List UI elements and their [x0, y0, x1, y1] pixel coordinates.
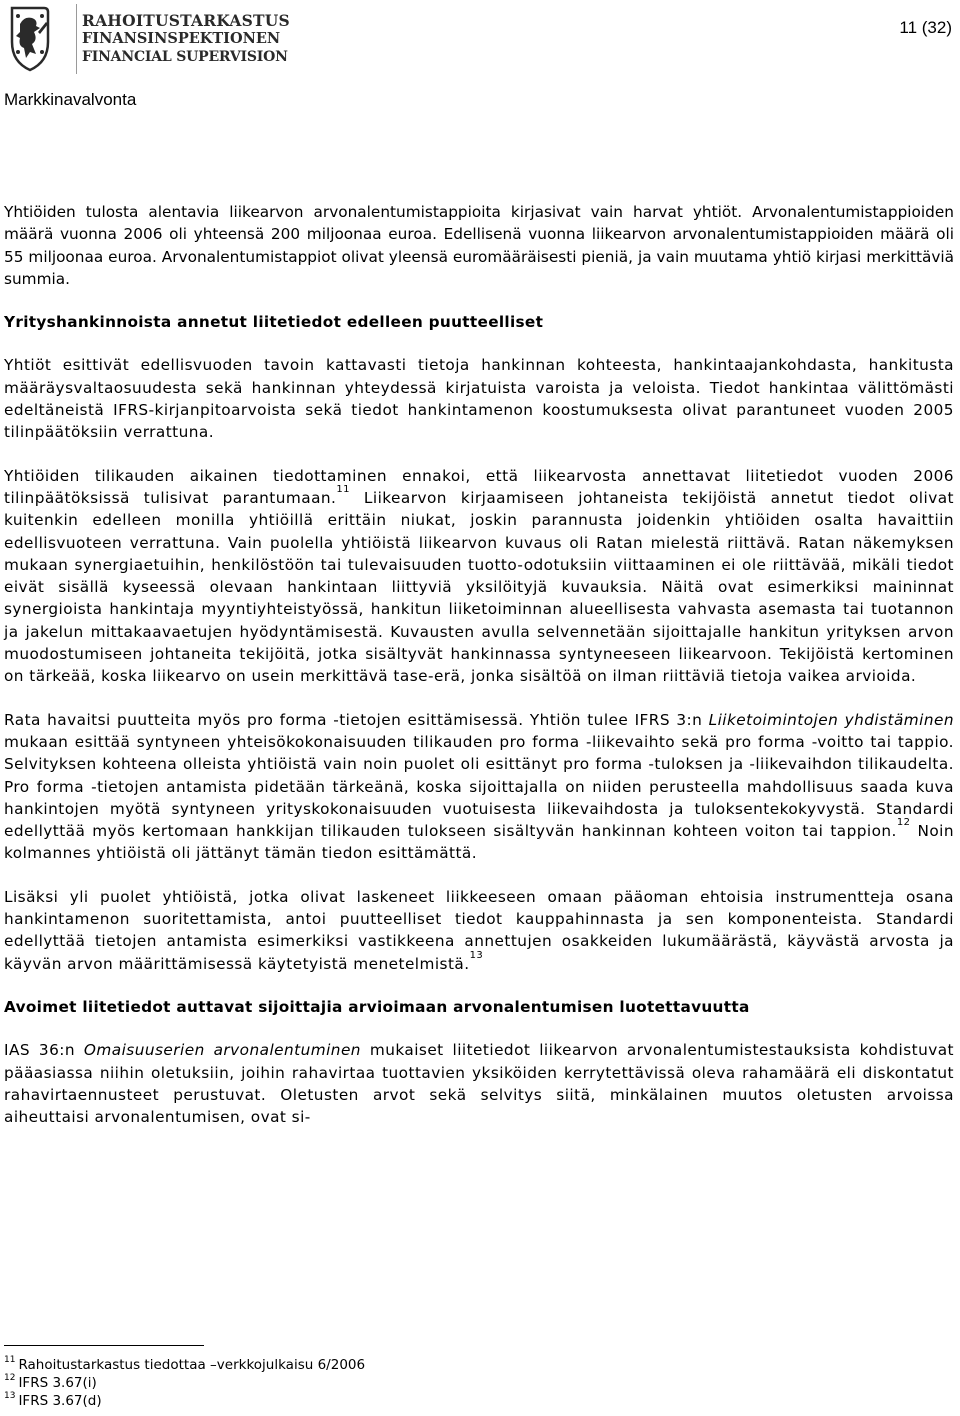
paragraph-acquisition-info: Yhtiöt esittivät edellisvuoden tavoin kattavasti tietoja hankinnan kohteesta, hankintaajankohdasta, hankitusta määräysvaltaosuudesta sekä hankinnan yhteydessä kirjatuista varoista ja veloista. Tiedot hankintaa välittömästi edeltäneistä IFRS-kirjanpitoarvoista sekä tiedot hankintamenon koostumuksesta olivat parantuneet vuoden 2005 tilinpäätöksiin verrattuna.: [4, 356, 954, 442]
footnote-ref-12[interactable]: 12: [896, 817, 911, 829]
page-number: 11 (32): [899, 18, 952, 37]
paragraph-ias36: [4, 1039, 954, 1128]
document-body: [4, 201, 954, 1149]
paragraph-equity-instruments: [4, 886, 954, 975]
paragraph-impairment-losses: Yhtiöiden tulosta alentavia liikearvon arvonalentumistappioita kirjasivat vain harvat yhtiöt. Arvonalentumistappioiden määrä vuonna 2006 oli yhteensä 200 miljoonaa euroa. Edellisenä vuonna liikearvon arvonalentumistappioiden määrä oli 55 miljoonaa euroa. Arvonalentumistappiot olivat yleensä euromääräisesti pieniä, ja vain muutama yhtiö kirjasi merkittäviä summia.: [4, 203, 954, 288]
heading-acquisition-disclosures: Yrityshankinnoista annetut liitetiedot edelleen puutteelliset: [4, 313, 544, 332]
section-title: Markkinavalvonta: [4, 90, 137, 109]
footnote-11: [4, 1356, 954, 1374]
footnotes: [4, 1345, 954, 1410]
paragraph-goodwill-disclosures: [4, 465, 954, 688]
footnote-ref-11[interactable]: 11: [336, 483, 350, 495]
footnote-12: [4, 1374, 954, 1392]
footnote-text: IFRS 3.67(i): [18, 1375, 97, 1391]
logo-line-3: FINANCIAL SUPERVISION: [82, 49, 288, 65]
footnote-number: 12: [4, 1373, 16, 1383]
finnish-lion-crest-icon: [4, 2, 74, 72]
standard-title: Omaisuuserien arvonalentuminen: [83, 1041, 361, 1060]
heading-open-disclosures: Avoimet liitetiedot auttavat sijoittajia arvioimaan arvonalentumisen luotettavuutta: [4, 997, 750, 1016]
footnote-number: 11: [4, 1355, 16, 1365]
footnote-number: 13: [4, 1391, 16, 1401]
logo-divider: [76, 4, 77, 74]
standard-title: Liiketoimintojen yhdistäminen: [708, 710, 954, 729]
organization-logo-text: [82, 12, 290, 66]
footnote-text: IFRS 3.67(d): [18, 1393, 102, 1409]
footnote-separator: [4, 1345, 204, 1346]
text-segment: Rata havaitsi puutteita myös pro forma -tietojen esittämisessä. Yhtiön tulee IFRS 3:n: [4, 710, 709, 729]
paragraph-pro-forma: [4, 709, 954, 865]
page-header: [0, 0, 960, 120]
text-segment: Noin kolmannes yhtiöistä oli jättänyt tämän tiedon esittämättä.: [4, 822, 954, 863]
footnote-ref-13[interactable]: 13: [469, 949, 484, 961]
text-segment: mukaiset liitetiedot liikearvon arvonalentumistestauksista kohdistuvat pääasiassa niihin oletuksiin, joihin rahavirtaa tuottavien yksiköiden kerrytettävissä oleva rahamäärä eli diskontatut rahavirtaennusteet perustuvat. Oletusten arvot sekä selvitys siitä, minkälainen muutos oletusten arvoissa aiheuttaisi arvonalentumisen, ovat si-: [4, 1041, 954, 1127]
text-segment: mukaan esittää syntyneen yhteisökokonaisuuden tilikauden pro forma -liikevaihto sekä pro forma -voitto tai tappio. Selvityksen kohteena olleista yhtiöistä vain noin puolet oli esittänyt pro forma -tuloksen ja -liikevaihdon tilikaudelta. Pro forma -tietojen antamista pidetään tärkeänä, koska sijoittajalla on niiden perusteella mahdollisuus saada kuva hankintojen myötä syntyneen yrityskokonaisuuden vuotuisesta liikevaihdosta ja tuloksentekokyvystä. Standardi edellyttää myös kertomaan hankkijan tilikauden tulokseen sisältyvän hankinnan kohteen voiton tai tappion.: [4, 732, 954, 841]
logo-line-1: RAHOITUSTARKASTUS: [82, 11, 290, 30]
text-segment: Yhtiöiden tilikauden aikainen tiedottaminen ennakoi, että liikearvosta annettavat liitetiedot vuoden 2006 tilinpäätöksissä tulisivat parantumaan.: [4, 466, 954, 507]
text-segment: Liikearvon kirjaamiseen johtaneista tekijöistä annetut tiedot olivat kuitenkin edelleen monilla yhtiöillä erittäin niukat, joskin parannusta joidenkin yhtiöiden osalta havaittiin edellisvuoteen verrattuna. Vain puolella yhtiöistä liikearvon kuvaus oli Ratan mielestä riittävä. Ratan näkemyksen mukaan synergiaetuihin, henkilöstöön tai tulevaisuuden tuotto-odotuksiin viittaaminen ei ole riittävää, mikäli tiedot eivät sisällä kyseessä olevaan hankintaan liittyviä yksilöityjä kuvauksia. Näitä ovat esimerkiksi maininnat synergioista hankintaja myyntiyhteistyössä, hankitun liiketoiminnan alueellisesta vahvasta asemasta tai tuotannon ja jakelun mittakaavaetujen hyödyntämisestä. Kuvausten avulla selvennetään sijoittajalle hankitun yrityksen arvon muodostumiseen johtaneita tekijöitä, jotka sisältyvät hankinnassa syntyneeseen liikearvoon. Tekijöistä kertominen on tärkeää, koska liikearvo on usein merkittävä tase-erä, jonka sisältöä on ilman riittäviä tietoja vaikea arvioida.: [4, 488, 954, 686]
footnote-13: [4, 1392, 954, 1410]
text-segment: IAS 36:n: [4, 1041, 84, 1060]
logo-line-2: FINANSINSPEKTIONEN: [82, 30, 281, 47]
footnote-text: Rahoitustarkastus tiedottaa –verkkojulkaisu 6/2006: [18, 1357, 366, 1373]
text-segment: Lisäksi yli puolet yhtiöistä, jotka olivat laskeneet liikkeeseen omaan pääoman ehtoisia instrumentteja osana hankintamenon suoritettamista, antoi puutteelliset tiedot kauppahinnasta ja sen komponenteista. Standardi edellyttää tietojen antamista esimerkiksi vastikkeena annettujen osakkeiden lukumäärästä, käyvästä arvosta ja käyvän arvon määrittämisessä käytetyistä menetelmistä.: [4, 887, 954, 973]
